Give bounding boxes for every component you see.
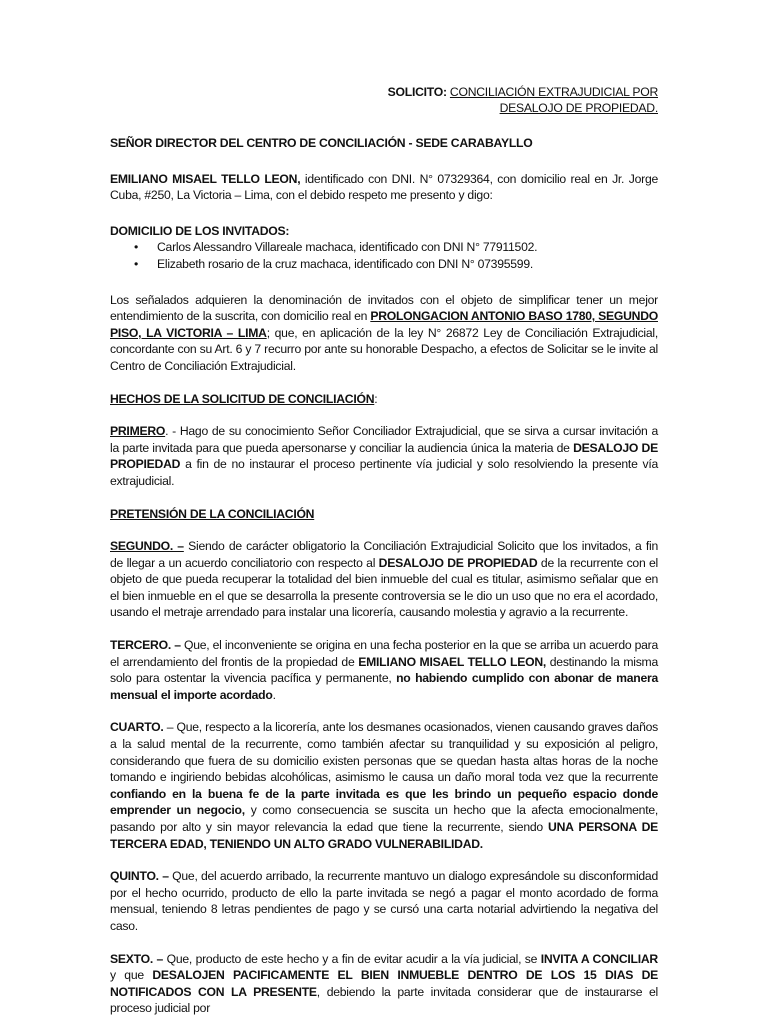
invitados-address: PROLONGACION ANTONIO BASO 1780, SEGUNDO PISO, LA VICTORIA – LIMA bbox=[110, 309, 658, 340]
subject-label: SOLICITO: bbox=[387, 85, 447, 99]
invitados-heading: DOMICILIO DE LOS INVITADOS: bbox=[110, 223, 290, 238]
quinto-label: QUINTO. – bbox=[110, 869, 169, 884]
paragraph-sexto: SEXTO. – Que, producto de este hecho y a fin de evitar acudir a la vía judicial, se INVITA A CONCILIAR y que DESALOJEN PACIFICAMENTE EL BIEN INMUEBLE DENTRO DE LOS 15 DIAS DE NOTIFICADOS CON LA PRESENTE, debiendo la parte invitada considerar que de instaurarse el proceso judicial por bbox=[110, 951, 658, 1016]
tercero-label: TERCERO. – bbox=[110, 638, 181, 653]
sexto-label: SEXTO. – bbox=[110, 951, 164, 966]
cuarto-label: CUARTO. bbox=[110, 720, 164, 735]
petitioner-name: EMILIANO MISAEL TELLO LEON, bbox=[110, 171, 301, 186]
addressee: SEÑOR DIRECTOR DEL CENTRO DE CONCILIACIÓN - SEDE CARABAYLLO bbox=[110, 136, 533, 150]
intro-paragraph: EMILIANO MISAEL TELLO LEON, identificado con DNI. N° 07329364, con domicilio real en Jr. Jorge Cuba, #250, La Victoria – Lima, con el debido respeto me presento y digo: bbox=[110, 171, 658, 203]
invitados-list bbox=[110, 239, 658, 272]
segundo-label: SEGUNDO. – bbox=[110, 539, 184, 554]
list-item: • Elizabeth rosario de la cruz machaca, identificado con DNI N° 07395599. bbox=[157, 256, 658, 273]
pretension-heading: PRETENSIÓN DE LA CONCILIACIÓN bbox=[110, 506, 315, 521]
subject-block bbox=[110, 84, 658, 116]
list-item: • Carlos Alessandro Villareale machaca, identificado con DNI N° 77911502. bbox=[157, 239, 658, 256]
subject-line-2: DESALOJO DE PROPIEDAD. bbox=[499, 101, 658, 115]
paragraph-tercero: TERCERO. – Que, el inconveniente se origina en una fecha posterior en la que se arriba un acuerdo para el arrendamiento del frontis de la propiedad de EMILIANO MISAEL TELLO LEON, destinando la misma solo para ostentar la vivencia pacífica y permanente, no habiendo cumplido con abonar de manera mensual el importe acordado. bbox=[110, 638, 659, 702]
paragraph-primero: PRIMERO. - Hago de su conocimiento Señor Conciliador Extrajudicial, que se sirva a cursar invitación a la parte invitada para que pueda apersonarse y conciliar la audiencia única la materia de DESALOJO DE PROPIEDAD a fin de no instaurar el proceso pertinente vía judicial y solo resolviendo la presente vía extrajudicial. bbox=[110, 424, 658, 488]
paragraph-quinto: QUINTO. – Que, del acuerdo arribado, la recurrente mantuvo un dialogo expresándole su disconformidad por el hecho ocurrido, producto de ello la parte invitada se negó a pagar el monto acordado de forma mensual, teniendo 8 letras pendientes de pago y se cursó una carta notarial advirtiendo la negativa del caso. bbox=[110, 869, 658, 933]
paragraph-denominacion: Los señalados adquieren la denominación de invitados con el objeto de simplificar tener un mejor entendimiento de la suscrita, con domicilio real en PROLONGACION ANTONIO BASO 1780, SEGUNDO PISO, LA VICTORIA – LIMA; que, en aplicación de la ley N° 26872 Ley de Conciliación Extrajudicial, concordante con su Art. 6 y 7 recurro por ante su honorable Despacho, a efectos de Solicitar se le invite al Centro de Conciliación Extrajudicial. bbox=[110, 292, 658, 373]
hechos-heading: HECHOS DE LA SOLICITUD DE CONCILIACIÓN: bbox=[110, 391, 378, 406]
paragraph-cuarto: CUARTO. – Que, respecto a la licorería, ante los desmanes ocasionados, vienen causando graves daños a la salud mental de la recurrente, como también afectar su tranquilidad y su exposición al peligro, considerando que fuera de su domicilio existen personas que se quedan hasta altas horas de la noche tomando e ingiriendo bebidas alcohólicas, asimismo le causa un daño moral toda vez que la recurrente confiando en la buena fe de la parte invitada es que les brindo un pequeño espacio donde emprender un negocio, y como consecuencia se suscita un hecho que la afecta emocionalmente, pasando por alto y sin mayor relevancia la edad que tiene la recurrente, siendo UNA PERSONA DE TERCERA EDAD, TENIENDO UN ALTO GRADO VULNERABILIDAD. bbox=[110, 720, 658, 851]
primero-label: PRIMERO bbox=[110, 424, 166, 439]
subject-line-1: CONCILIACIÓN EXTRAJUDICIAL POR bbox=[449, 85, 658, 99]
paragraph-segundo: SEGUNDO. – Siendo de carácter obligatorio la Conciliación Extrajudicial Solicito que los invitados, a fin de llegar a un acuerdo conciliatorio con respecto al DESALOJO DE PROPIEDAD de la recurrente con el objeto de que pueda recuperar la totalidad del bien inmueble del cual es titular, asimismo señalar que en el bien inmueble en el que se desarrolla la presente controversia se le dio un uso que no era el acordado, usando el metraje arrendado para instalar una licorería, causando molestia y agravio a la recurrente. bbox=[110, 539, 658, 620]
